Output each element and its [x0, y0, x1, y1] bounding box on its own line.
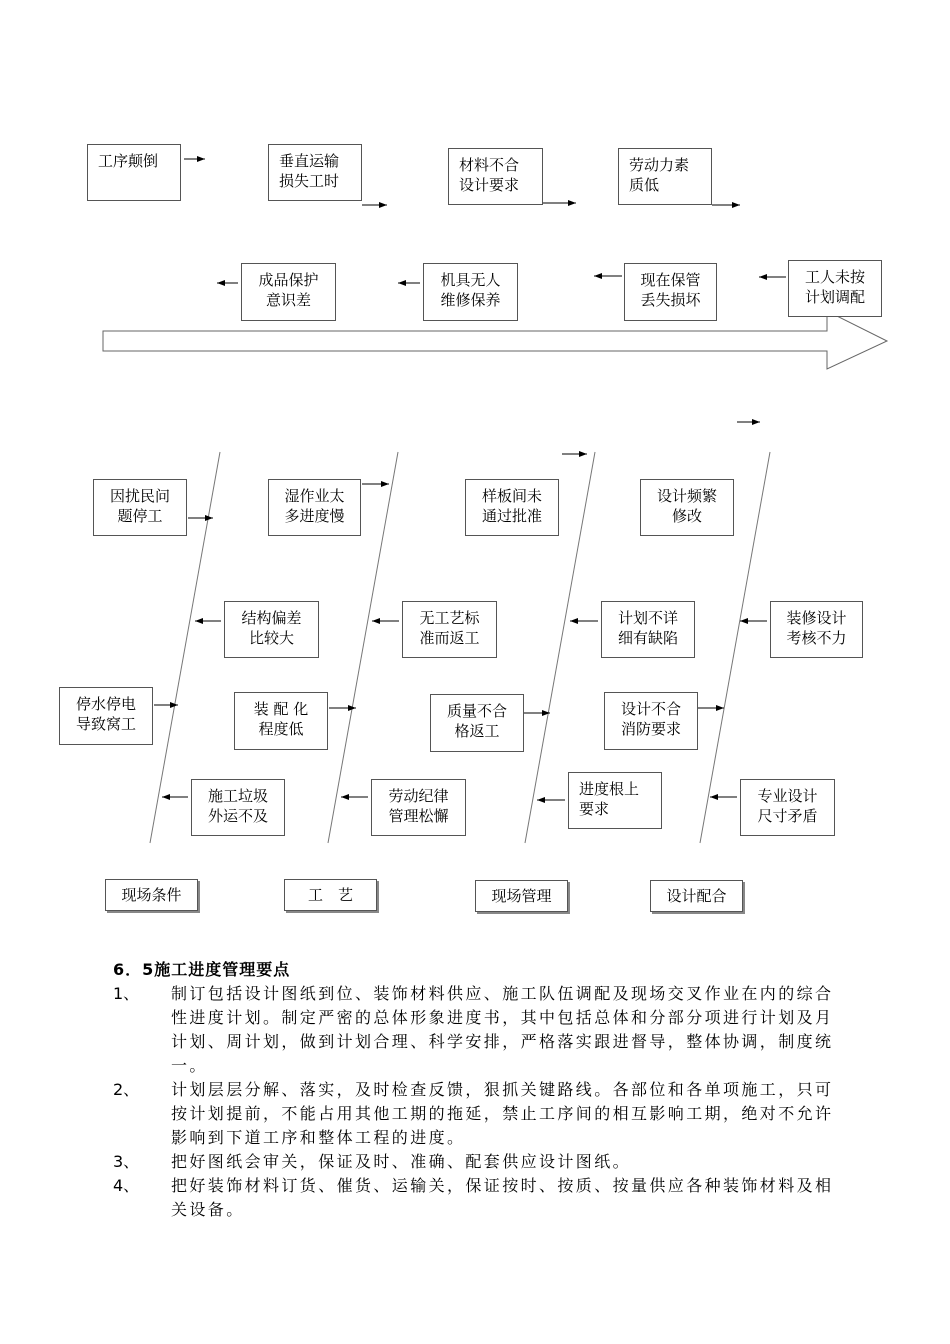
- cause-box: 施工垃圾 外运不及: [191, 779, 285, 836]
- cause-box: 无工艺标 准而返工: [402, 601, 497, 658]
- cause-box: 劳动力素 质低: [618, 148, 712, 205]
- list-item: [113, 982, 843, 1078]
- list-item: [113, 1078, 843, 1150]
- cause-box: 材料不合 设计要求: [448, 148, 543, 205]
- item-text: 制订包括设计图纸到位、装饰材料供应、施工队伍调配及现场交叉作业在内的综合性进度计划。制定严密的总体形象进度书，其中包括总体和分部分项进行计划及月计划、周计划，做到计划合理、科学安排，严格落实跟进督导，整体协调，制度统一。: [171, 984, 834, 1075]
- item-number: 4、: [113, 1176, 140, 1195]
- cause-box: 结构偏差 比较大: [224, 601, 319, 658]
- section-heading: 6．5施工进度管理要点: [113, 960, 291, 979]
- item-text: 把好装饰材料订货、催货、运输关，保证按时、按质、按量供应各种装饰材料及相关设备。: [171, 1176, 834, 1219]
- cause-box: 样板间未 通过批准: [465, 479, 559, 536]
- item-number: 2、: [113, 1080, 140, 1099]
- item-number: 1、: [113, 984, 140, 1003]
- item-text: 计划层层分解、落实，及时检查反馈，狠抓关键路线。各部位和各单项施工，只可按计划提前，不能占用其他工期的拖延，禁止工序间的相互影响工期，绝对不允许影响到下道工序和整体工程的进度。: [171, 1080, 834, 1147]
- cause-box: 装修设计 考核不力: [770, 601, 863, 658]
- cause-box: 装 配 化 程度低: [234, 692, 328, 750]
- cause-box: 因扰民问 题停工: [93, 479, 187, 536]
- category-site-management: 现场管理: [475, 880, 568, 912]
- list-item: [113, 1174, 843, 1222]
- cause-box: 工序颠倒: [87, 144, 181, 201]
- cause-box: 工人未按 计划调配: [788, 260, 882, 317]
- item-number: 3、: [113, 1152, 140, 1171]
- progress-management-section: [113, 958, 843, 1222]
- cause-box: 质量不合 格返工: [430, 694, 524, 752]
- list-item: [113, 1150, 843, 1174]
- cause-box: 劳动纪律 管理松懈: [371, 779, 466, 836]
- category-site-conditions: 现场条件: [105, 879, 198, 911]
- cause-box: 机具无人 维修保养: [423, 263, 518, 321]
- cause-box: 成品保护 意识差: [241, 263, 336, 321]
- cause-box: 垂直运输 损失工时: [268, 144, 362, 201]
- cause-box: 设计频繁 修改: [640, 479, 734, 536]
- cause-box: 停水停电 导致窝工: [59, 687, 153, 745]
- category-design: 设计配合: [650, 880, 743, 912]
- cause-box: 专业设计 尺寸矛盾: [740, 779, 835, 836]
- item-text: 把好图纸会审关，保证及时、准确、配套供应设计图纸。: [171, 1152, 632, 1171]
- cause-box: 现在保管 丢失损坏: [624, 263, 717, 321]
- category-process: 工 艺: [284, 879, 377, 911]
- cause-box: 进度根上 要求: [568, 772, 662, 829]
- cause-box: 设计不合 消防要求: [604, 692, 698, 750]
- cause-box: 湿作业太 多进度慢: [268, 479, 361, 536]
- cause-box: 计划不详 细有缺陷: [601, 601, 695, 658]
